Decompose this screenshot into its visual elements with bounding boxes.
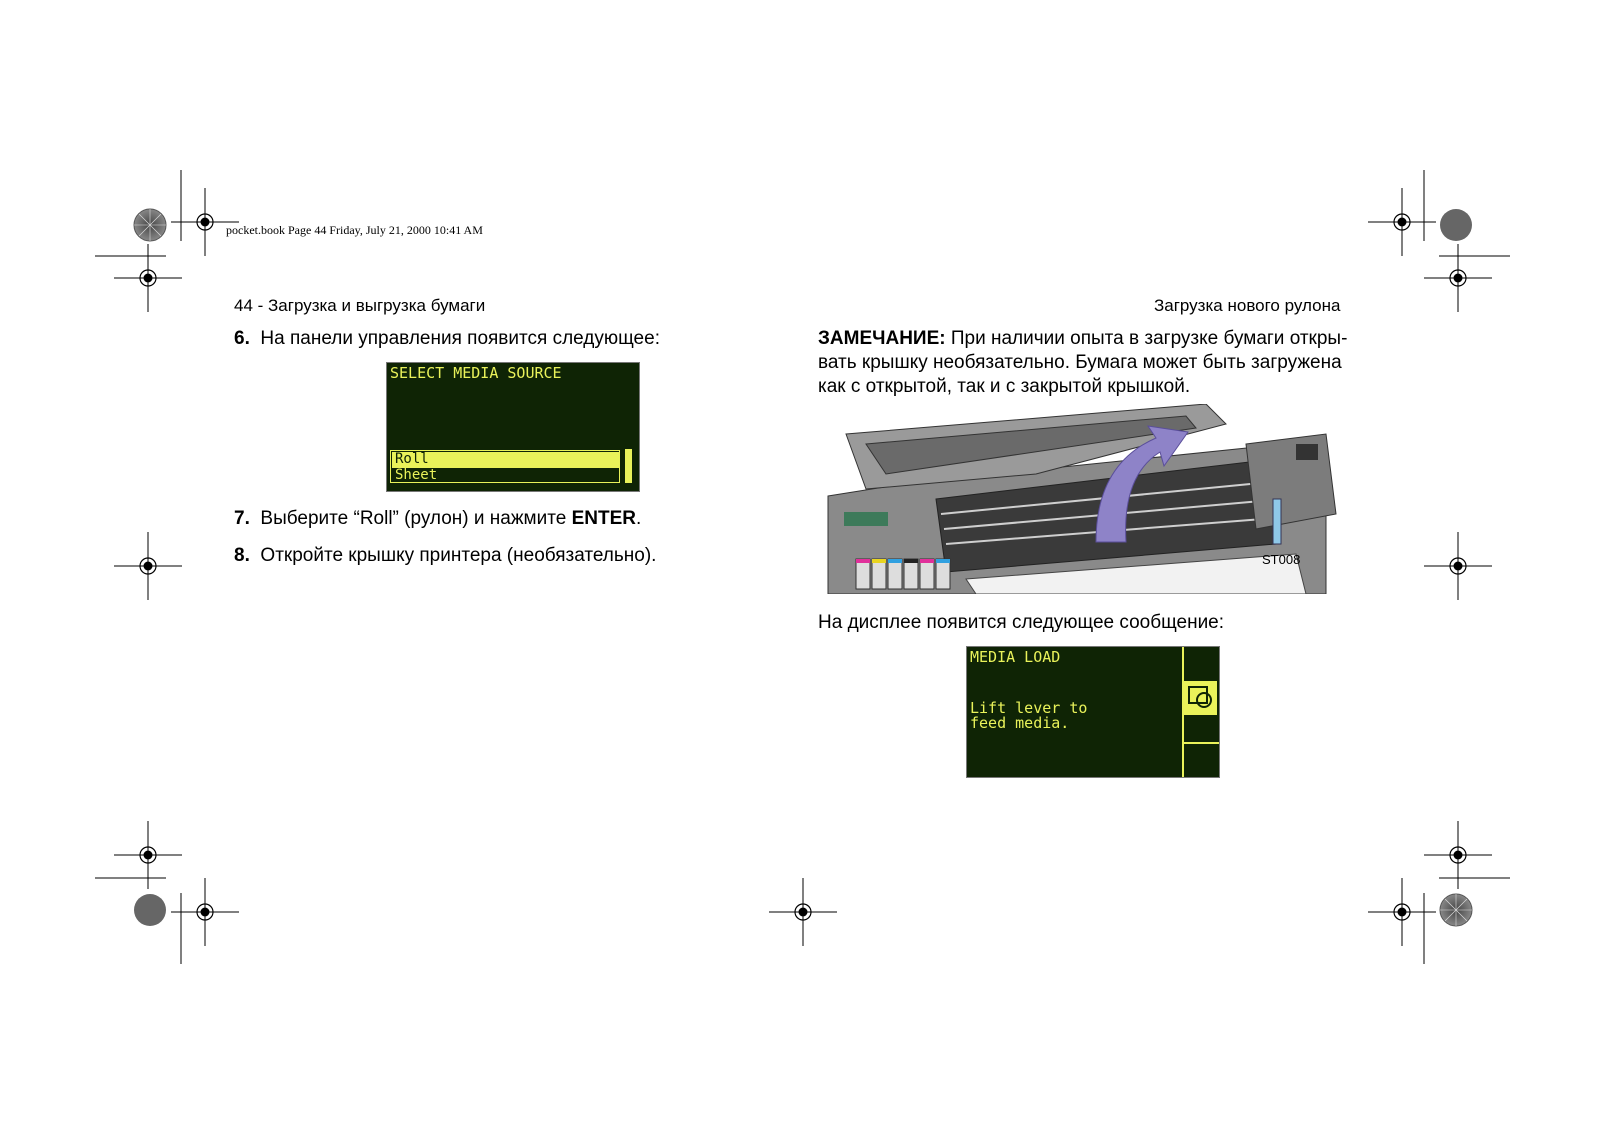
lcd-select-media-source <box>386 362 640 492</box>
lcd-title: SELECT MEDIA SOURCE <box>390 364 562 382</box>
running-header-right: Загрузка нового рулона <box>1154 296 1341 315</box>
lcd-message-line-1: Lift lever to <box>970 699 1088 717</box>
lcd-option-sheet: Sheet <box>395 467 438 483</box>
note-block <box>818 327 1378 399</box>
lcd-title: MEDIA LOAD <box>970 648 1061 666</box>
enter-key-label: ENTER <box>571 508 636 529</box>
display-message-intro: На дисплее появится следующее сообщение: <box>818 612 1225 633</box>
step-8 <box>234 545 656 567</box>
running-header-left: 44 - Загрузка и выгрузка бумаги <box>234 296 486 315</box>
figure-label: ST008 <box>1262 552 1301 567</box>
slug-line: pocket.book Page 44 Friday, July 21, 2000 10:41 AM <box>226 223 483 237</box>
note-line-2: вать крышку необязательно. Бумага может быть загружена <box>818 352 1342 373</box>
step-7 <box>234 508 641 530</box>
lcd-softkey-line <box>1182 742 1219 744</box>
step-text: Выберите “Roll” (рулон) и нажмите <box>260 508 572 529</box>
note-line-1: При наличии опыта в загрузке бумаги откры- <box>945 328 1348 349</box>
note-line-3: как с открытой, так и с закрытой крышкой. <box>818 376 1191 397</box>
step-6 <box>234 328 660 350</box>
lcd-message-line-2: feed media. <box>970 714 1070 732</box>
step-text: На панели управления появится следующее: <box>260 328 660 349</box>
media-load-icon <box>1184 681 1217 715</box>
step-number: 7. <box>234 508 250 529</box>
note-label: ЗАМЕЧАНИЕ: <box>818 328 946 349</box>
step-number: 8. <box>234 545 250 566</box>
lcd-scrollbar <box>625 449 632 483</box>
lcd-media-load <box>966 646 1220 778</box>
step-text-end: . <box>635 508 642 529</box>
step-text: Откройте крышку принтера (необязательно). <box>260 545 657 566</box>
step-number: 6. <box>234 328 250 349</box>
lcd-option-roll: Roll <box>395 451 429 467</box>
